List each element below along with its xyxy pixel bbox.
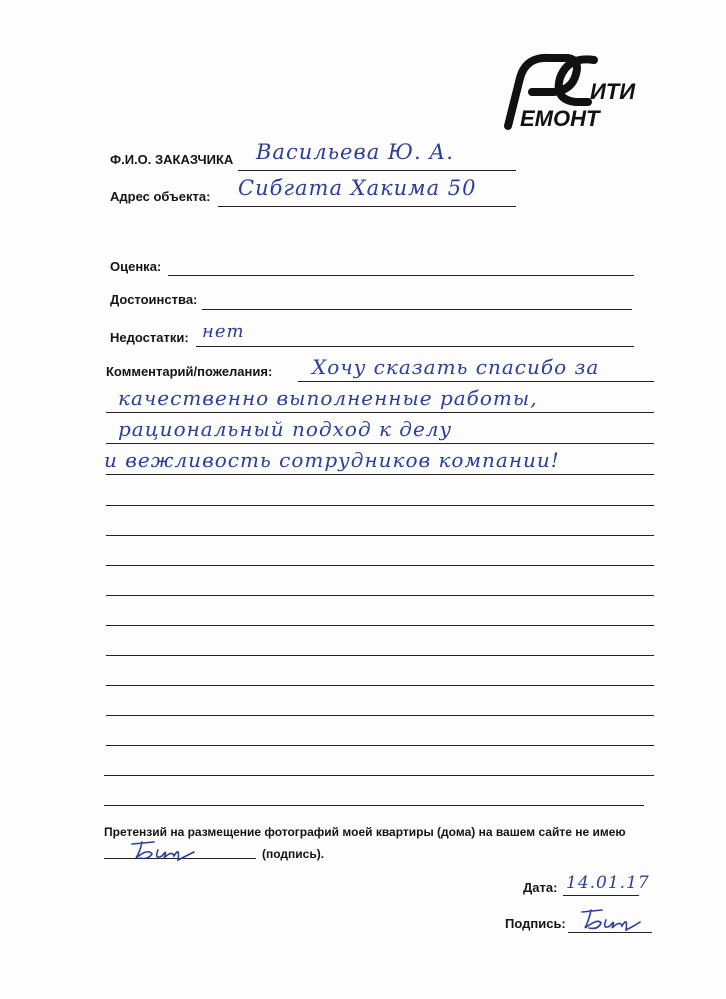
ruled-line [104, 805, 644, 806]
address-line [218, 206, 516, 207]
flaws-line [196, 346, 634, 347]
date-value: 14.01.17 [566, 873, 650, 893]
customer-value: Васильева Ю. А. [256, 140, 454, 164]
comment-label: Комментарий/пожелания: [106, 364, 273, 379]
comment-text-1: Хочу сказать спасибо за [312, 355, 600, 379]
comment-text-3: рациональный подход к делу [118, 417, 453, 441]
logo-text-top: ИТИ [590, 79, 636, 104]
merits-label: Достоинства: [110, 292, 198, 307]
ruled-line [106, 565, 654, 566]
flaws-label: Недостатки: [110, 330, 189, 345]
ruled-line [106, 745, 654, 746]
rating-line [168, 275, 634, 276]
ruled-line [106, 595, 654, 596]
comment-line-1 [298, 381, 654, 382]
comment-line-3 [106, 443, 654, 444]
consent-sign-suffix: (подпись). [262, 847, 325, 861]
address-label: Адрес объекта: [110, 189, 211, 204]
comment-text-2: качественно выполненные работы, [118, 386, 538, 410]
date-line [563, 895, 639, 896]
ruled-line [106, 625, 654, 626]
ruled-line [106, 655, 654, 656]
date-label: Дата: [523, 880, 558, 895]
ruled-line [106, 685, 654, 686]
customer-label: Ф.И.О. ЗАКАЗЧИКА [110, 152, 234, 167]
comment-text-4: и вежливость сотрудников компании! [104, 448, 560, 472]
company-logo [498, 48, 668, 134]
ruled-line [106, 715, 654, 716]
rating-label: Оценка: [110, 259, 162, 274]
ruled-line [106, 505, 654, 506]
comment-line-4 [106, 474, 654, 475]
ruled-line [104, 775, 654, 776]
flaws-value: нет [202, 321, 245, 342]
consent-signature [128, 838, 198, 864]
merits-line [202, 309, 632, 310]
customer-line [238, 170, 516, 171]
consent-text: Претензий на размещение фотографий моей квартиры (дома) на вашем сайте не имею [104, 825, 626, 839]
signature [578, 906, 644, 934]
comment-line-2 [106, 412, 654, 413]
logo-text-bottom: ЕМОНТ [520, 106, 600, 131]
ruled-line [106, 535, 654, 536]
signature-label: Подпись: [505, 916, 566, 931]
address-value: Сибгата Хакима 50 [238, 176, 477, 200]
